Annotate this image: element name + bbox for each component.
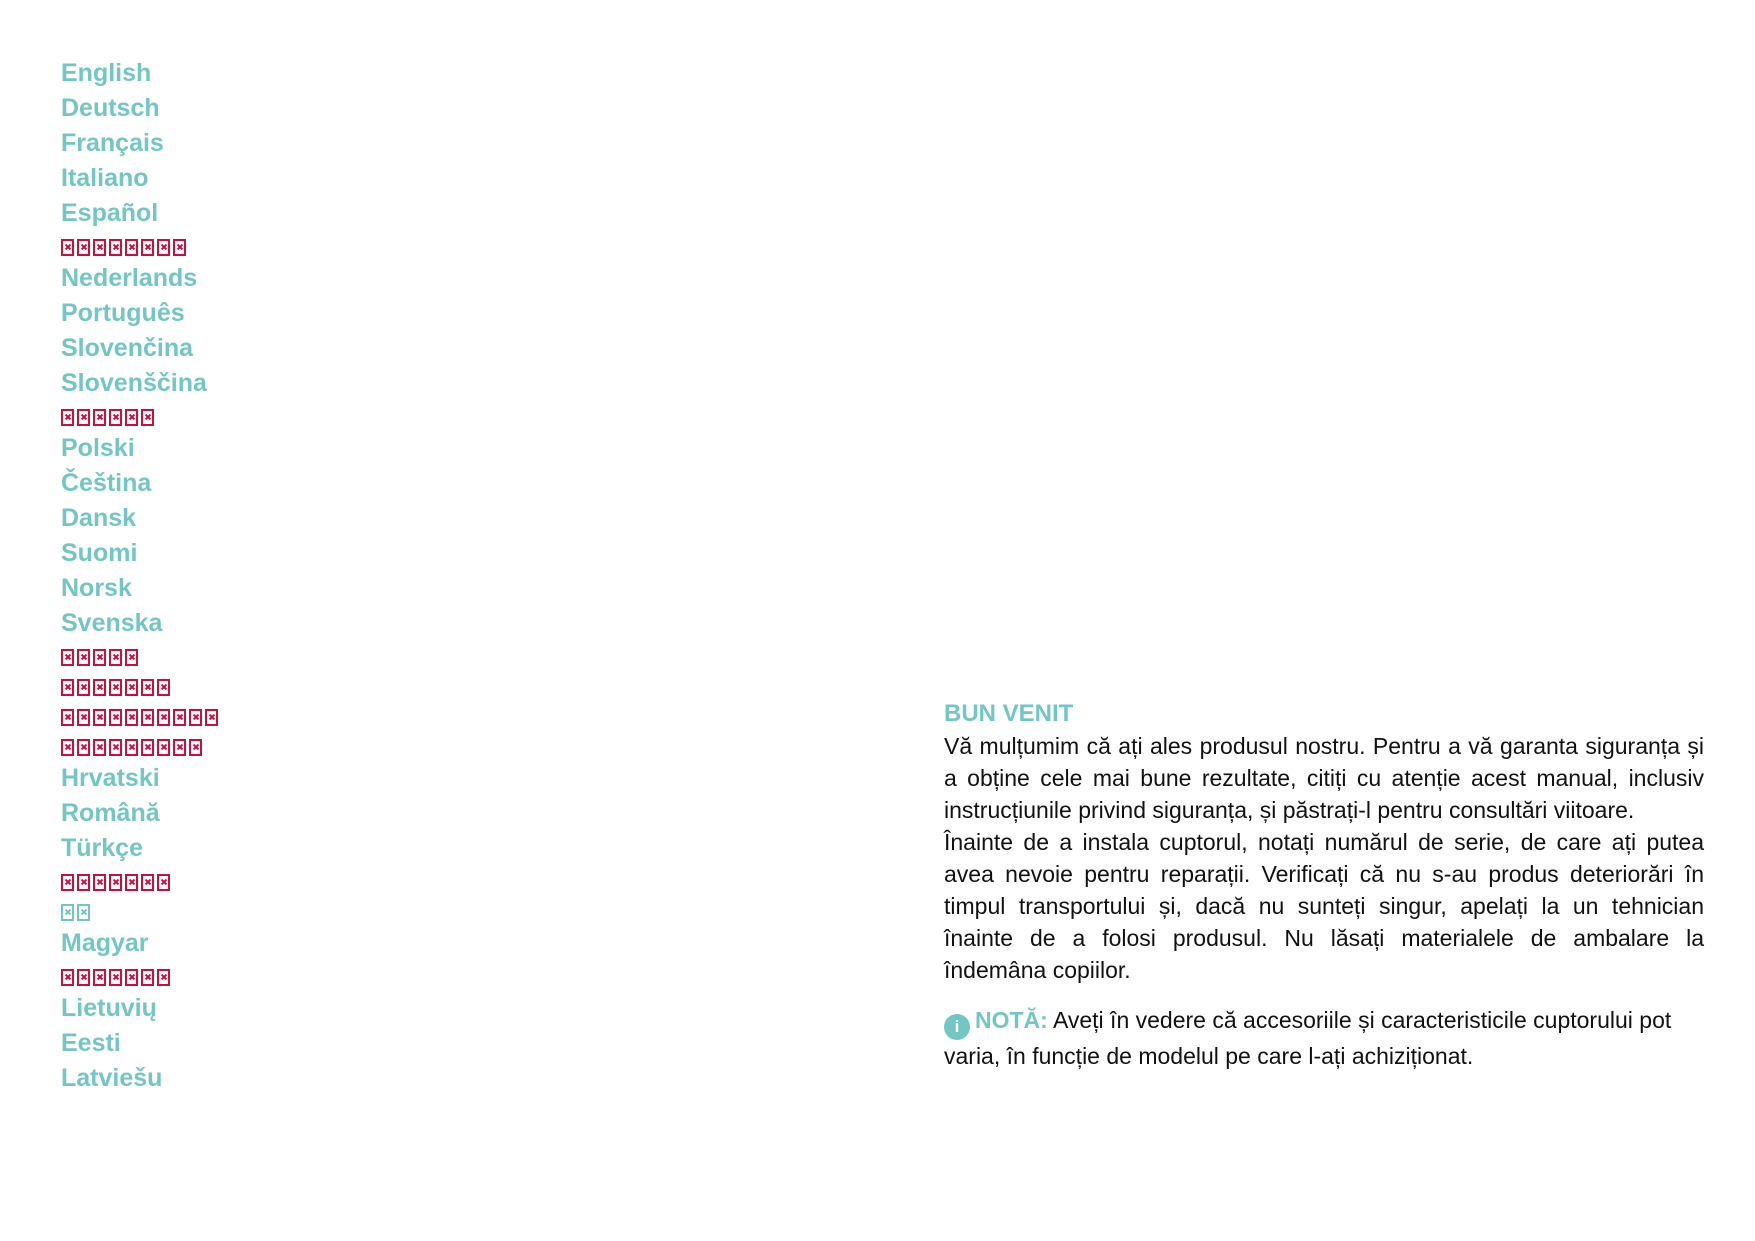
language-list — [61, 56, 218, 1096]
welcome-title: BUN VENIT — [944, 700, 1074, 727]
missing-glyph-icon — [61, 874, 74, 891]
missing-glyph-icon — [173, 709, 186, 726]
language-item-türkçe[interactable]: Türkçe — [61, 834, 143, 862]
missing-glyph-icon — [93, 649, 106, 666]
missing-glyph-icon — [141, 874, 154, 891]
missing-glyph-icon — [125, 874, 138, 891]
missing-glyph-icon — [173, 239, 186, 256]
language-item-lietuvių[interactable]: Lietuvių — [61, 994, 157, 1022]
missing-glyph-icon — [93, 739, 106, 756]
missing-glyph-icon — [61, 649, 74, 666]
missing-glyph-icons — [61, 409, 154, 426]
missing-glyph-icon — [109, 739, 122, 756]
missing-glyph-icon — [93, 969, 106, 986]
missing-glyph-icon — [109, 969, 122, 986]
language-item-čeština[interactable]: Čeština — [61, 469, 152, 497]
language-item-nederlands[interactable]: Nederlands — [61, 264, 198, 292]
language-item-español[interactable]: Español — [61, 199, 159, 227]
info-icon: i — [944, 1014, 970, 1040]
missing-glyph-icon — [141, 239, 154, 256]
missing-glyph-icon — [141, 739, 154, 756]
language-item-slovenščina[interactable]: Slovenščina — [61, 369, 207, 397]
language-item-dansk[interactable]: Dansk — [61, 504, 137, 532]
missing-glyph-icon — [61, 679, 74, 696]
language-item-magyar[interactable]: Magyar — [61, 929, 149, 957]
language-item-hrvatski[interactable]: Hrvatski — [61, 764, 160, 792]
missing-glyph-icon — [61, 239, 74, 256]
language-item-unrendered[interactable] — [61, 731, 218, 761]
language-item-english[interactable]: English — [61, 59, 152, 87]
missing-glyph-icon — [61, 409, 74, 426]
missing-glyph-icons — [61, 709, 218, 726]
missing-glyph-icon — [77, 739, 90, 756]
missing-glyph-icon — [77, 409, 90, 426]
missing-glyph-icon — [125, 709, 138, 726]
language-item-unrendered[interactable] — [61, 671, 218, 701]
missing-glyph-icon — [189, 709, 202, 726]
missing-glyph-icon — [109, 874, 122, 891]
missing-glyph-icons — [61, 874, 170, 891]
welcome-paragraph: Vă mulțumim că ați ales produsul nostru. Pentru a vă garanta siguranța și a obține cele mai bune rezultate, citiți cu atenție acest manual, inclusiv instrucțiunile privind siguranța, și păstrați-l pentru consultări viitoare. — [944, 733, 1704, 823]
missing-glyph-icon — [157, 874, 170, 891]
missing-glyph-icon — [141, 969, 154, 986]
note-text: Aveți în vedere că accesoriile și caracteristicile cuptorului pot varia, în funcție de modelul pe care l-ați achiziționat. — [944, 1007, 1672, 1069]
missing-glyph-icon — [93, 409, 106, 426]
missing-glyph-icon — [109, 409, 122, 426]
missing-glyph-icon — [109, 709, 122, 726]
missing-glyph-icon — [125, 679, 138, 696]
note-block — [944, 1004, 1704, 1072]
language-item-unrendered[interactable] — [61, 896, 218, 926]
language-item-eesti[interactable]: Eesti — [61, 1029, 121, 1057]
missing-glyph-icon — [173, 739, 186, 756]
missing-glyph-icons — [61, 739, 202, 756]
missing-glyph-icon — [77, 649, 90, 666]
language-item-polski[interactable]: Polski — [61, 434, 135, 462]
missing-glyph-icon — [77, 679, 90, 696]
missing-glyph-icon — [141, 409, 154, 426]
missing-glyph-icon — [109, 649, 122, 666]
missing-glyph-icon — [125, 649, 138, 666]
language-item-română[interactable]: Română — [61, 799, 160, 827]
missing-glyph-icon — [109, 679, 122, 696]
language-item-unrendered[interactable] — [61, 641, 218, 671]
missing-glyph-icon — [125, 969, 138, 986]
language-item-português[interactable]: Português — [61, 299, 185, 327]
language-item-français[interactable]: Français — [61, 129, 164, 157]
note-label: NOTĂ: — [975, 1007, 1048, 1033]
language-item-norsk[interactable]: Norsk — [61, 574, 132, 602]
missing-glyph-icon — [93, 239, 106, 256]
language-item-unrendered[interactable] — [61, 961, 218, 991]
language-item-latviešu[interactable]: Latviešu — [61, 1064, 163, 1092]
missing-glyph-icon — [125, 739, 138, 756]
language-item-unrendered[interactable] — [61, 401, 218, 431]
missing-glyph-icon — [77, 709, 90, 726]
missing-glyph-icon — [125, 239, 138, 256]
missing-glyph-icon — [93, 709, 106, 726]
missing-glyph-icons — [61, 679, 170, 696]
missing-glyph-icon — [141, 679, 154, 696]
language-item-suomi[interactable]: Suomi — [61, 539, 138, 567]
missing-glyph-icon — [141, 709, 154, 726]
missing-glyph-icon — [61, 709, 74, 726]
language-item-svenska[interactable]: Svenska — [61, 609, 163, 637]
missing-glyph-icon — [77, 969, 90, 986]
missing-glyph-icon — [61, 969, 74, 986]
missing-glyph-icon — [157, 239, 170, 256]
language-item-unrendered[interactable] — [61, 866, 218, 896]
missing-glyph-icon — [77, 239, 90, 256]
missing-glyph-icon — [109, 239, 122, 256]
language-item-unrendered[interactable] — [61, 231, 218, 261]
missing-glyph-icon — [93, 679, 106, 696]
missing-glyph-icon — [93, 874, 106, 891]
missing-glyph-icon — [189, 739, 202, 756]
missing-glyph-icon — [61, 904, 74, 921]
language-item-italiano[interactable]: Italiano — [61, 164, 149, 192]
language-item-deutsch[interactable]: Deutsch — [61, 94, 160, 122]
missing-glyph-icons — [61, 904, 90, 921]
missing-glyph-icon — [61, 739, 74, 756]
missing-glyph-icons — [61, 969, 170, 986]
missing-glyph-icon — [157, 679, 170, 696]
missing-glyph-icon — [77, 874, 90, 891]
missing-glyph-icon — [157, 969, 170, 986]
missing-glyph-icon — [125, 409, 138, 426]
missing-glyph-icon — [205, 709, 218, 726]
missing-glyph-icon — [157, 709, 170, 726]
missing-glyph-icons — [61, 239, 186, 256]
missing-glyph-icons — [61, 649, 138, 666]
missing-glyph-icon — [157, 739, 170, 756]
language-item-slovenčina[interactable]: Slovenčina — [61, 334, 193, 362]
language-item-unrendered[interactable] — [61, 701, 218, 731]
missing-glyph-icon — [77, 904, 90, 921]
welcome-section — [944, 698, 1704, 1072]
welcome-paragraph: Înainte de a instala cuptorul, notați numărul de serie, de care ați putea avea nevoie pentru reparații. Verificați că nu s-au produs deteriorări în timpul transportului și, dacă nu sunteți singur, apelați la un tehnician înainte de a folosi produsul. Nu lăsați materialele de ambalare la îndemâna copiilor. — [944, 829, 1704, 983]
